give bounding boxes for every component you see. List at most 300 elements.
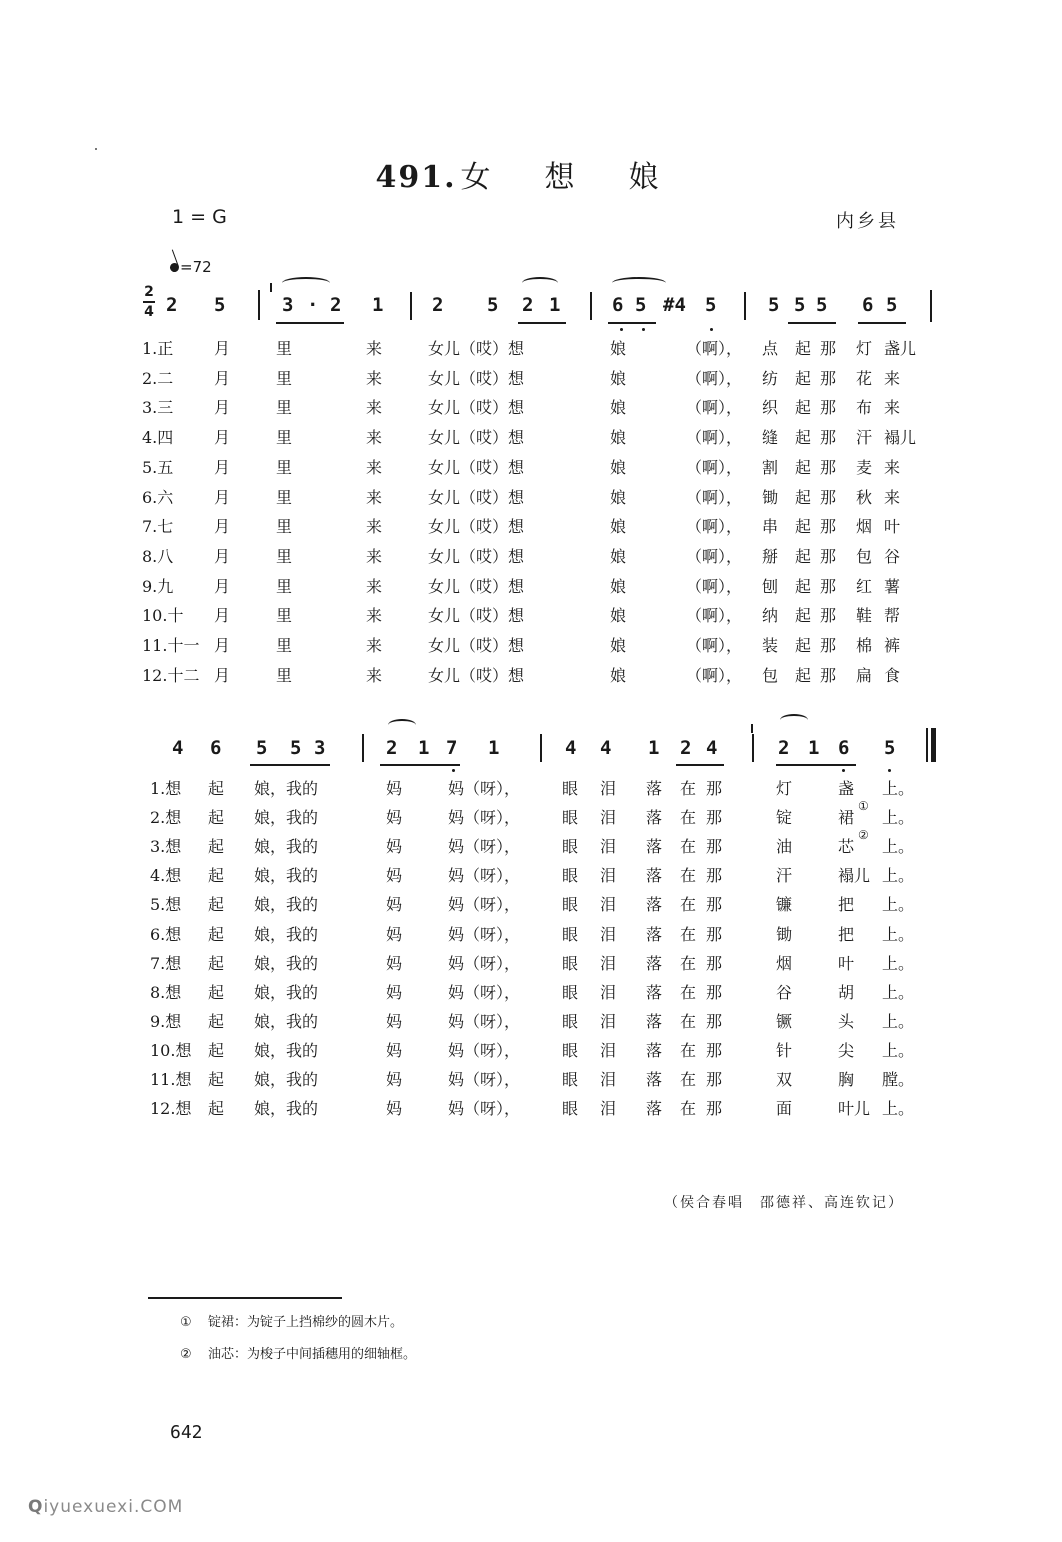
lyric-word: 胡 [838,982,855,1002]
lyric-word: 食 [884,665,901,685]
lyric-word: 娘 [610,428,627,448]
title-char: 女 [460,160,493,195]
key-signature: 1 = G [172,206,227,228]
lyric-word: 7.七 [142,517,174,537]
underline-beam [276,322,344,324]
lyric-word: 里 [276,665,293,685]
lyric-word: 眼 [562,953,579,973]
lyric-word: 那 [706,1070,723,1089]
lyric-word: 9.九 [142,576,174,596]
lyric-word: 妈 [386,982,403,1002]
lyric-line [0,544,1062,572]
underline-beam [776,764,856,766]
lyric-word: 缝 [762,428,779,448]
lyric-line [0,828,1062,862]
lyric-word: 娘 [610,368,627,388]
underline-beam [608,322,656,324]
lyric-word: 娘 [610,398,627,418]
jianpu-note: 1 [808,737,820,759]
lyric-word: 起 [795,428,812,448]
slur [282,277,330,289]
lyric-word: 上。 [882,895,915,915]
lyric-word: 那 [706,924,723,944]
lyric-word: 上。 [882,866,915,886]
lyric-word: 串 [762,517,779,537]
octave-dot [710,328,713,331]
jianpu-note: · [307,294,319,316]
lyric-word: 在 [680,1099,697,1119]
barline [258,290,260,320]
tempo-value: =72 [180,258,212,276]
lyric-word: 6.想 [150,924,182,944]
lyric-word: 眼 [562,895,579,915]
lyric-word: 6.六 [142,487,174,507]
lyric-word: 泪 [600,1099,617,1119]
underline-beam [676,764,724,766]
jianpu-note: 6 [210,737,222,759]
jianpu-note: 5 [290,737,302,759]
lyric-word: 8.想 [150,982,182,1002]
lyric-word: 起 [795,368,812,388]
lyric-word: （啊）， [686,487,743,507]
lyric-word: 在 [680,808,697,828]
lyric-word: 泪 [600,1070,617,1089]
lyric-word: 起 [208,895,225,915]
footnote-text: 锭裙：为锭子上挡棉纱的圆木片。 [208,1315,404,1330]
jianpu-note: 1 [418,737,430,759]
lyric-word: 2.想 [150,808,182,828]
footnote-ref: ① [858,799,869,814]
lyric-word: 娘 [610,339,627,358]
lyric-word: 来 [884,368,901,388]
lyric-word: 妈（呀）， [448,1070,521,1089]
lyric-line [0,395,1062,423]
lyric-word: 月 [214,576,231,596]
lyric-word: 月 [214,606,231,626]
lyric-word: 那 [820,428,837,448]
lyric-word: 娘，我的 [254,1040,319,1060]
lyric-word: 女儿（哎）想 [428,339,525,358]
lyric-word: 妈 [386,808,403,828]
underline-beam [858,322,906,324]
slur [612,277,666,289]
lyric-word: 泪 [600,837,617,857]
lyric-word: 落 [646,866,663,886]
lyric-word: 在 [680,1070,697,1089]
lyric-word: 那 [706,779,723,798]
lyric-word: 娘，我的 [254,924,319,944]
lyric-line [0,574,1062,602]
lyric-line [0,799,1062,833]
lyric-word: 上。 [882,808,915,828]
lyric-word: 锄 [762,487,779,507]
lyric-line [0,514,1062,542]
lyric-word: 12.十二 [142,665,200,685]
lyric-word: 里 [276,457,293,477]
lyric-word: 上。 [882,837,915,857]
time-signature [142,284,156,320]
lyric-word: 落 [646,1099,663,1119]
lyric-word: 娘 [610,576,627,596]
lyric-word: 锄 [776,924,793,944]
lyric-word: 布 [856,398,873,418]
lyric-word: 镢 [776,1011,793,1031]
lyric-word: 红 [856,576,873,596]
lyric-word: 盏 [838,779,855,798]
lyric-word: 泪 [600,779,617,798]
lyric-word: 妈（呀）， [448,982,521,1002]
lyric-word: 膛。 [882,1070,915,1089]
lyric-word: 包 [856,546,873,566]
jianpu-note: 2 [778,737,790,759]
lyric-word: 落 [646,837,663,857]
lyric-word: 娘，我的 [254,1099,319,1119]
lyric-word: 那 [820,457,837,477]
footnote-mark: ② [180,1347,192,1362]
title-char: 想 [544,160,577,195]
slur [388,719,416,731]
lyric-line [0,633,1062,661]
lyric-word: 女儿（哎）想 [428,576,525,596]
lyric-word: 妈（呀）， [448,837,521,857]
lyric-line [0,951,1062,979]
lyric-word: 来 [366,636,383,655]
lyric-word: 眼 [562,982,579,1002]
lyric-word: 裤 [884,636,901,655]
lyric-word: 月 [214,368,231,388]
lyric-word: （啊）， [686,606,743,626]
lyric-word: 娘，我的 [254,895,319,915]
footnote-ref: ② [858,828,869,843]
lyric-word: 那 [820,636,837,655]
jianpu-note: 6 [612,294,624,316]
lyric-word: 女儿（哎）想 [428,368,525,388]
lyric-word: 那 [820,517,837,537]
lyric-word: 来 [366,368,383,388]
lyric-word: 褟儿 [884,428,917,448]
lyric-word: 那 [820,398,837,418]
lyric-line [0,980,1062,1008]
lyric-word: 秋 [856,487,873,507]
lyric-word: 点 [762,339,779,358]
lyric-word: 上。 [882,779,915,798]
lyric-word: 烟 [776,953,793,973]
lyric-word: 妈 [386,866,403,886]
watermark-text: iyuexuexi.COM [43,1497,184,1517]
lyric-word: 烟 [856,517,873,537]
lyric-word: 谷 [884,546,901,566]
lyric-word: 女儿（哎）想 [428,636,525,655]
jianpu-note: 3 [282,294,294,316]
lyric-word: 娘，我的 [254,1070,319,1089]
jianpu-note: 1 [372,294,384,316]
footnote [180,1311,403,1330]
jianpu-note: 4 [600,737,612,759]
lyric-line [0,366,1062,394]
lyric-word: 麦 [856,457,873,477]
lyric-word: 起 [208,1070,225,1089]
lyric-word: 纺 [762,368,779,388]
jianpu-note: 5 [256,737,268,759]
corner-speck [95,148,97,150]
lyric-word: 眼 [562,1099,579,1119]
lyric-word: 那 [706,1040,723,1060]
quarter-note-icon [169,262,181,274]
lyric-word: 妈 [386,895,403,915]
slur [522,277,558,289]
lyric-word: 起 [795,576,812,596]
lyric-word: 娘，我的 [254,808,319,828]
lyric-word: 7.想 [150,953,182,973]
lyric-word: 女儿（哎）想 [428,606,525,626]
lyric-line [0,485,1062,513]
lyric-word: 里 [276,636,293,655]
lyric-word: 在 [680,837,697,857]
lyric-word: 起 [795,339,812,358]
octave-dot [888,769,891,772]
meter-divider [143,301,155,303]
barline [744,292,746,320]
lyric-word: 来 [366,339,383,358]
lyric-word: 妈 [386,1040,403,1060]
lyric-word: 起 [795,636,812,655]
lyric-word: 2.二 [142,368,174,388]
lyric-word: 褟儿 [838,866,871,886]
lyric-word: 那 [706,808,723,828]
lyric-word: 妈 [386,953,403,973]
watermark [28,1497,183,1517]
lyric-word: 娘 [610,487,627,507]
jianpu-note: 5 [884,737,896,759]
lyric-word: 扁 [856,665,873,685]
jianpu-note: 5 [794,294,806,316]
lyric-word: 在 [680,924,697,944]
underline-beam [788,322,836,324]
breath-mark [751,724,753,733]
lyric-word: 把 [838,924,855,944]
lyric-word: 娘 [610,546,627,566]
lyric-word: 眼 [562,1070,579,1089]
lyric-word: 1.想 [150,779,182,798]
lyric-word: 来 [366,428,383,448]
lyric-word: 女儿（哎）想 [428,457,525,477]
lyric-word: 那 [820,576,837,596]
lyric-word: 上。 [882,953,915,973]
jianpu-note: 1 [648,737,660,759]
performer-credit: （侯合春唱 邵德祥、高连钦记） [664,1195,904,1211]
lyric-word: 那 [820,546,837,566]
lyric-word: 落 [646,982,663,1002]
lyric-word: 眼 [562,1040,579,1060]
lyric-word: 来 [366,398,383,418]
lyric-word: 女儿（哎）想 [428,428,525,448]
jianpu-note: 1 [549,294,561,316]
lyric-word: 妈（呀）， [448,895,521,915]
lyric-word: 4.想 [150,866,182,886]
lyric-word: 娘，我的 [254,982,319,1002]
lyric-word: 妈 [386,1011,403,1031]
lyric-word: 里 [276,546,293,566]
jianpu-note: #4 [663,294,686,316]
lyric-word: 娘 [610,517,627,537]
lyric-word: 上。 [882,1011,915,1031]
lyric-word: 起 [795,457,812,477]
jianpu-note: 5 [886,294,898,316]
lyric-line [0,863,1062,891]
lyric-word: 泪 [600,1040,617,1060]
title-char: 娘 [628,160,661,195]
lyric-word: 落 [646,1040,663,1060]
lyric-word: 妈（呀）， [448,808,521,828]
footnote-divider [148,1297,342,1299]
jianpu-note: 6 [862,294,874,316]
lyric-word: 把 [838,895,855,915]
lyric-word: 上。 [882,982,915,1002]
lyric-word: 在 [680,866,697,886]
lyric-line [0,1096,1062,1124]
lyric-word: 裙 [838,808,855,828]
lyric-word: 在 [680,1011,697,1031]
lyric-word: 来 [366,546,383,566]
lyric-word: 落 [646,953,663,973]
lyric-word: 10.十 [142,606,184,626]
lyric-word: 那 [820,368,837,388]
lyric-word: 里 [276,339,293,358]
lyric-word: 里 [276,428,293,448]
lyric-word: 那 [706,866,723,886]
lyric-word: （啊）， [686,546,743,566]
lyric-word: 面 [776,1099,793,1119]
lyric-word: 纳 [762,606,779,626]
title-number: 491. [375,160,457,195]
octave-dot [620,328,623,331]
jianpu-note: 1 [488,737,500,759]
lyric-word: 掰 [762,546,779,566]
lyric-word: 里 [276,517,293,537]
jianpu-note: 2 [522,294,534,316]
lyric-word: 起 [795,665,812,685]
lyric-word: 那 [706,1011,723,1031]
lyric-word: （啊）， [686,368,743,388]
lyric-word: 起 [208,1011,225,1031]
underline-beam [380,764,460,766]
lyric-word: 来 [884,398,901,418]
lyric-word: 起 [208,982,225,1002]
final-barline [926,728,928,762]
watermark-logo: Q [28,1497,44,1517]
barline [752,734,754,762]
lyric-word: 妈 [386,779,403,798]
lyric-word: 尖 [838,1040,855,1060]
slur [780,714,808,726]
jianpu-note: 7 [446,737,458,759]
lyric-word: 薯 [884,576,901,596]
lyric-word: 里 [276,368,293,388]
lyric-word: 泪 [600,982,617,1002]
lyric-line [0,1038,1062,1066]
lyric-word: 来 [366,517,383,537]
lyric-word: 月 [214,665,231,685]
lyric-word: 起 [208,779,225,798]
lyric-word: 月 [214,487,231,507]
lyric-word: 妈（呀）， [448,1040,521,1060]
lyric-word: 来 [884,487,901,507]
lyric-word: 落 [646,1070,663,1089]
lyric-word: 5.五 [142,457,174,477]
lyric-word: 月 [214,517,231,537]
lyric-word: 起 [208,1099,225,1119]
lyric-word: 织 [762,398,779,418]
lyric-word: 娘，我的 [254,1011,319,1031]
lyric-word: 棉 [856,636,873,655]
final-barline-thick [931,728,936,762]
lyric-word: 包 [762,665,779,685]
tempo-marking [170,258,212,276]
lyric-word: 娘，我的 [254,779,319,798]
lyric-word: 月 [214,546,231,566]
meter-top: 2 [144,284,154,300]
lyric-word: 妈（呀）， [448,866,521,886]
lyric-word: 那 [820,487,837,507]
lyric-word: 叶儿 [838,1099,871,1119]
lyric-word: 妈（呀）， [448,1011,521,1031]
lyric-word: 来 [366,606,383,626]
lyric-word: 里 [276,576,293,596]
jianpu-note: 5 [768,294,780,316]
lyric-word: （啊）， [686,576,743,596]
octave-dot [642,328,645,331]
lyric-word: （啊）， [686,457,743,477]
jianpu-note: 6 [838,737,850,759]
lyric-word: 谷 [776,982,793,1002]
lyric-word: 来 [884,457,901,477]
lyric-word: 上。 [882,924,915,944]
lyric-word: 头 [838,1011,855,1031]
lyric-line [0,425,1062,453]
lyric-word: 娘 [610,636,627,655]
meter-bottom: 4 [144,303,154,320]
lyric-word: （啊）， [686,398,743,418]
lyric-word: 8.八 [142,546,174,566]
barline [590,292,592,320]
lyric-line [0,663,1062,691]
lyric-word: 汗 [856,428,873,448]
octave-dot [842,769,845,772]
lyric-line [0,336,1062,364]
lyric-word: 叶 [838,953,855,973]
lyric-word: （啊）， [686,665,743,685]
lyric-word: 盏儿 [884,339,917,358]
lyric-word: 里 [276,398,293,418]
lyric-word: 起 [795,398,812,418]
lyric-word: 泪 [600,924,617,944]
footnote-text: 油芯：为梭子中间插穗用的细轴框。 [208,1347,417,1362]
lyric-word: 起 [208,837,225,857]
barline [410,292,412,320]
lyric-word: 镰 [776,895,793,915]
octave-dot [452,769,455,772]
lyric-word: 落 [646,808,663,828]
page-number: 642 [170,1422,203,1443]
lyric-word: 针 [776,1040,793,1060]
lyric-word: 女儿（哎）想 [428,665,525,685]
lyric-word: 妈（呀）， [448,1099,521,1119]
lyric-word: 泪 [600,1011,617,1031]
lyric-word: 月 [214,339,231,358]
lyric-word: 4.四 [142,428,174,448]
lyric-word: 眼 [562,866,579,886]
lyric-word: （啊）， [686,636,743,655]
